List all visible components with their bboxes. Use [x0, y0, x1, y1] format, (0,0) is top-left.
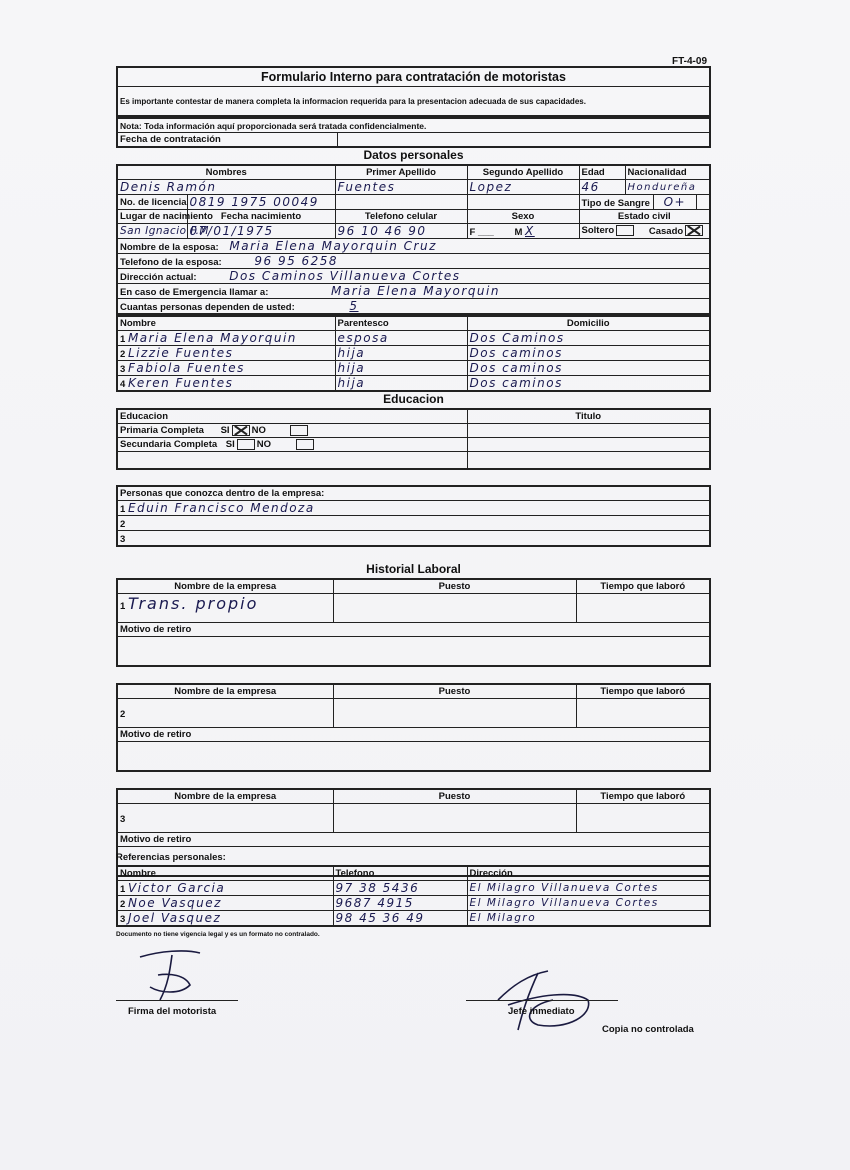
- soltero-checkbox[interactable]: [616, 225, 634, 236]
- dependent-relation[interactable]: hija: [335, 376, 467, 392]
- emergency-row: [117, 284, 710, 299]
- row-number: 2: [120, 709, 126, 720]
- label-sexo: Sexo: [467, 210, 579, 224]
- table-row: [117, 896, 710, 911]
- label-tipo-sangre: Tipo de Sangre: [581, 198, 650, 209]
- field-direccion[interactable]: Dos Caminos Villanueva Cortes: [229, 269, 461, 283]
- ref-address[interactable]: El Milagro: [467, 911, 710, 927]
- secundaria-titulo-field[interactable]: [467, 438, 710, 452]
- label-edad: Edad: [579, 165, 625, 180]
- table-row: [117, 346, 710, 361]
- dependent-name[interactable]: Keren Fuentes: [127, 376, 234, 390]
- row-number: 1: [120, 884, 126, 895]
- header-block: [116, 66, 711, 148]
- ref-phone[interactable]: 98 45 36 49: [333, 911, 467, 927]
- field-esposa[interactable]: Maria Elena Mayorquin Cruz: [229, 239, 437, 253]
- sex-cell: [467, 224, 579, 239]
- field-segundo-apellido[interactable]: Lopez: [467, 180, 579, 195]
- education-block: [116, 408, 711, 470]
- field-puesto[interactable]: [333, 699, 576, 728]
- casado-checkbox[interactable]: [685, 225, 703, 236]
- si-label: SI: [220, 425, 230, 436]
- dependent-relation[interactable]: esposa: [335, 331, 467, 346]
- label-sexo-f: F ___: [469, 227, 494, 238]
- field-motivo[interactable]: [117, 637, 710, 667]
- field-tel-esposa[interactable]: 96 95 6258: [254, 254, 339, 268]
- ref-name[interactable]: Noe Vasquez: [127, 896, 222, 910]
- label-licencia: No. de licencia: [117, 195, 187, 210]
- education-label: Educacion: [117, 409, 467, 424]
- civil-status-cell: [579, 224, 710, 239]
- field-emergencia[interactable]: Maria Elena Mayorquin: [331, 284, 500, 298]
- row-number: 2: [120, 349, 126, 360]
- spouse-phone-row: [117, 254, 710, 269]
- field-edad[interactable]: 46: [579, 180, 625, 195]
- row-number: 4: [120, 379, 126, 390]
- row-number: 3: [120, 914, 126, 925]
- work-history-block: [116, 578, 711, 877]
- field-licencia[interactable]: 0819 1975 00049: [187, 195, 335, 210]
- field-tiempo[interactable]: [576, 804, 710, 833]
- secundaria-si-checkbox[interactable]: [237, 439, 255, 450]
- field-tiempo[interactable]: [576, 699, 710, 728]
- driver-signature-label: Firma del motorista: [128, 1006, 217, 1017]
- label-fecha-nacimiento: Fecha nacimiento: [187, 210, 335, 224]
- header-tiempo: Tiempo que laboró: [576, 579, 710, 594]
- dependent-name[interactable]: Maria Elena Mayorquin: [127, 331, 297, 345]
- supervisor-signature-line: [466, 1000, 618, 1001]
- primaria-titulo-field[interactable]: [467, 424, 710, 438]
- work-entry-1: [116, 578, 711, 667]
- no-label: NO: [256, 439, 272, 450]
- field-motivo[interactable]: [117, 742, 710, 772]
- row-number: 1: [120, 601, 126, 612]
- si-label: SI: [225, 439, 235, 450]
- spouse-row: [117, 239, 710, 254]
- no-label: NO: [251, 425, 266, 436]
- field-fecha-nacimiento[interactable]: 07/01/1975: [187, 224, 335, 239]
- row-number: 3: [120, 534, 126, 545]
- personal-section-title: Datos personales: [363, 148, 464, 162]
- dependents-header-nombre: Nombre: [117, 316, 335, 331]
- label-segundo-apellido: Segundo Apellido: [467, 165, 579, 180]
- table-row: [117, 881, 710, 896]
- ref-address[interactable]: El Milagro Villanueva Cortes: [467, 896, 710, 911]
- education-section-title: Educacion: [383, 392, 444, 406]
- table-row: [117, 911, 710, 927]
- field-puesto[interactable]: [333, 804, 576, 833]
- field-dependientes[interactable]: 5: [349, 299, 359, 313]
- supervisor-signature-label: Jefe inmediato: [508, 1006, 575, 1017]
- driver-signature: [130, 945, 210, 1005]
- address-row: [117, 269, 710, 284]
- header-puesto: Puesto: [333, 579, 576, 594]
- label-primer-apellido: Primer Apellido: [335, 165, 467, 180]
- supervisor-signature: [468, 965, 618, 1040]
- table-row: [117, 361, 710, 376]
- field-tiempo[interactable]: [576, 594, 710, 623]
- primaria-si-checkbox[interactable]: [232, 425, 250, 436]
- list-item: [117, 501, 710, 516]
- ref-header-direccion: Dirección: [467, 866, 710, 881]
- label-esposa: Nombre de la esposa:: [120, 242, 219, 253]
- dependents-header-domicilio: Domicilio: [467, 316, 710, 331]
- header-empresa: Nombre de la empresa: [117, 579, 333, 594]
- driver-signature-line: [116, 1000, 238, 1001]
- field-lugar-nacimiento[interactable]: San Ignacio F.M: [117, 224, 187, 239]
- ref-header-nombre: Nombre: [117, 866, 333, 881]
- header-tiempo: Tiempo que laboró: [576, 684, 710, 699]
- confidentiality-note: Nota: Toda información aquí proporcionada será tratada confidencialmente.: [117, 118, 710, 133]
- list-item: [117, 516, 710, 531]
- ref-name[interactable]: Victor Garcia: [127, 881, 226, 895]
- header-puesto: Puesto: [333, 789, 576, 804]
- titulo-label: Titulo: [467, 409, 710, 424]
- ref-phone[interactable]: 9687 4915: [333, 896, 467, 911]
- dependents-count-row: [117, 299, 710, 315]
- primaria-no-checkbox[interactable]: [290, 425, 308, 436]
- dependent-relation[interactable]: hija: [335, 346, 467, 361]
- label-telefono-celular: Telefono celular: [335, 210, 467, 224]
- dependent-address[interactable]: Dos caminos: [467, 376, 710, 392]
- label-nombres: Nombres: [117, 165, 335, 180]
- row-number: 1: [120, 504, 126, 515]
- field-tipo-sangre[interactable]: O+: [653, 194, 698, 210]
- label-tel-esposa: Telefono de la esposa:: [120, 257, 222, 268]
- hire-date-label: Fecha de contratación: [117, 133, 337, 148]
- references-label: Referencias personales:: [116, 852, 226, 863]
- row-number: 1: [120, 334, 126, 345]
- references-table: [116, 865, 711, 927]
- dependent-name[interactable]: Fabiola Fuentes: [127, 361, 245, 375]
- field-puesto[interactable]: [333, 594, 576, 623]
- primaria-row: [117, 424, 467, 438]
- form-code: FT-4-09: [672, 56, 708, 67]
- label-estado-civil: Estado civil: [579, 210, 710, 224]
- field-empresa[interactable]: Trans. propio: [127, 594, 259, 613]
- field-sexo-m[interactable]: X: [525, 224, 535, 238]
- dependents-header-parentesco: Parentesco: [335, 316, 467, 331]
- label-nacionalidad: Nacionalidad: [625, 165, 710, 180]
- references-block: [116, 852, 711, 927]
- field-nombres[interactable]: Denis Ramón: [117, 180, 335, 195]
- contacts-label: Personas que conozca dentro de la empresa:: [117, 486, 710, 501]
- field-telefono-celular[interactable]: 96 10 46 90: [335, 224, 467, 239]
- secundaria-row: [117, 438, 467, 452]
- dependent-address[interactable]: Dos caminos: [467, 346, 710, 361]
- table-row: [117, 376, 710, 392]
- education-extra-field[interactable]: [117, 452, 467, 470]
- header-empresa: Nombre de la empresa: [117, 684, 333, 699]
- disclaimer-note: Documento no tiene vigencia legal y es un formato no contralado.: [116, 931, 320, 938]
- label-lugar-nacimiento: Lugar de nacimiento: [117, 210, 187, 224]
- work-entry-2: [116, 683, 711, 772]
- table-row: [117, 331, 710, 346]
- secundaria-no-checkbox[interactable]: [296, 439, 314, 450]
- education-extra-titulo[interactable]: [467, 452, 710, 470]
- contact-name[interactable]: Eduin Francisco Mendoza: [127, 501, 315, 515]
- personal-block: [116, 164, 711, 392]
- field-nacionalidad[interactable]: Hondureña: [625, 180, 710, 195]
- row-number: 3: [120, 364, 126, 375]
- dependent-address[interactable]: Dos Caminos: [467, 331, 710, 346]
- label-dependientes: Cuantas personas dependen de usted:: [120, 302, 295, 313]
- blood-type-cell: [579, 195, 710, 210]
- label-direccion: Dirección actual:: [120, 272, 197, 283]
- form-title: Formulario Interno para contratación de motoristas: [117, 67, 710, 87]
- ref-header-telefono: Telefono: [333, 866, 467, 881]
- motivo-label: Motivo de retiro: [117, 728, 710, 742]
- motivo-label: Motivo de retiro: [117, 623, 710, 637]
- motivo-label: Motivo de retiro: [117, 833, 710, 847]
- dependent-address[interactable]: Dos caminos: [467, 361, 710, 376]
- row-number: 2: [120, 899, 126, 910]
- row-number: 3: [120, 814, 126, 825]
- ref-address[interactable]: El Milagro Villanueva Cortes: [467, 881, 710, 896]
- dependents-table: [116, 315, 711, 392]
- row-number: 2: [120, 519, 126, 530]
- intro-text: Es importante contestar de manera completa la informacion requerida para la presentacion adecuada de sus capacidades.: [117, 87, 710, 117]
- header-tiempo: Tiempo que laboró: [576, 789, 710, 804]
- header-puesto: Puesto: [333, 684, 576, 699]
- field-primer-apellido[interactable]: Fuentes: [335, 180, 467, 195]
- secundaria-label: Secundaria Completa: [120, 439, 218, 450]
- hire-date-field[interactable]: [337, 133, 710, 148]
- primaria-label: Primaria Completa: [120, 425, 204, 436]
- label-sexo-m: M: [514, 227, 523, 238]
- label-emergencia: En caso de Emergencia llamar a:: [120, 287, 269, 298]
- work-section-title: Historial Laboral: [366, 562, 461, 576]
- ref-name[interactable]: Joel Vasquez: [127, 911, 222, 925]
- uncontrolled-copy-label: Copia no controlada: [602, 1024, 694, 1035]
- contacts-block: [116, 485, 711, 547]
- header-empresa: Nombre de la empresa: [117, 789, 333, 804]
- ref-phone[interactable]: 97 38 5436: [333, 881, 467, 896]
- label-soltero: Soltero: [581, 225, 615, 237]
- dependent-relation[interactable]: hija: [335, 361, 467, 376]
- dependent-name[interactable]: Lizzie Fuentes: [127, 346, 234, 360]
- label-casado: Casado: [648, 225, 684, 237]
- list-item: [117, 531, 710, 547]
